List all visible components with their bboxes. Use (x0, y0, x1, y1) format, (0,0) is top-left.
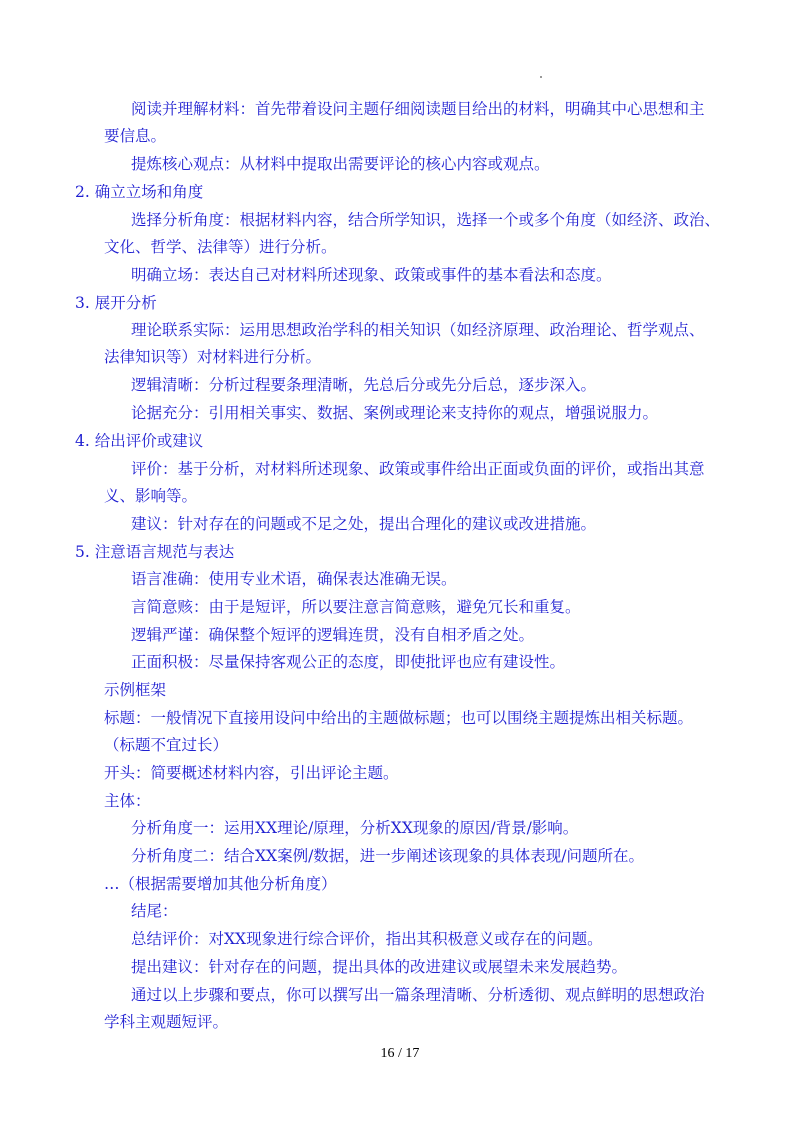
text-line: 要信息。 (104, 127, 167, 145)
text-line: 语言准确：使用专业术语，确保表达准确无误。 (131, 570, 457, 588)
section-heading: 4. 给出评价或建议 (75, 432, 204, 450)
stray-mark (540, 76, 542, 78)
text-line: 文化、哲学、法律等）进行分析。 (104, 238, 337, 256)
text-line: 明确立场：表达自己对材料所述现象、政策或事件的基本看法和态度。 (131, 266, 612, 284)
section-heading: 3. 展开分析 (75, 294, 157, 312)
text-line: 逻辑严谨：确保整个短评的逻辑连贯，没有自相矛盾之处。 (131, 626, 535, 644)
section-heading: 2. 确立立场和角度 (75, 183, 204, 201)
text-line: 提炼核心观点：从材料中提取出需要评论的核心内容或观点。 (131, 155, 550, 173)
text-line: 提出建议：针对存在的问题，提出具体的改进建议或展望未来发展趋势。 (131, 958, 628, 976)
text-line: 理论联系实际：运用思想政治学科的相关知识（如经济原理、政治理论、哲学观点、 (131, 321, 705, 339)
text-line: 总结评价：对XX现象进行综合评价，指出其积极意义或存在的问题。 (131, 930, 603, 948)
text-line: 主体： (104, 792, 151, 810)
text-line: 阅读并理解材料：首先带着设问主题仔细阅读题目给出的材料，明确其中心思想和主 (131, 100, 705, 118)
text-line: …（根据需要增加其他分析角度） (104, 875, 337, 893)
text-line: 言简意赅：由于是短评，所以要注意言简意赅，避免冗长和重复。 (131, 598, 581, 616)
text-line: 逻辑清晰：分析过程要条理清晰，先总后分或先分后总，逐步深入。 (131, 376, 597, 394)
text-line: 分析角度二：结合XX案例/数据，进一步阐述该现象的具体表现/问题所在。 (131, 847, 645, 865)
text-line: 开头：简要概述材料内容，引出评论主题。 (104, 764, 399, 782)
page-number: 16 / 17 (380, 1046, 420, 1061)
text-line: 通过以上步骤和要点，你可以撰写出一篇条理清晰、分析透彻、观点鲜明的思想政治 (131, 986, 705, 1004)
text-line: 评价：基于分析，对材料所述现象、政策或事件给出正面或负面的评价，或指出其意 (131, 460, 705, 478)
section-heading: 5. 注意语言规范与表达 (75, 543, 235, 561)
text-line: 学科主观题短评。 (104, 1013, 229, 1031)
text-line: （标题不宜过长） (104, 736, 229, 754)
section-heading: 示例框架 (104, 681, 167, 699)
text-line: 建议：针对存在的问题或不足之处，提出合理化的建议或改进措施。 (131, 515, 597, 533)
text-line: 标题：一般情况下直接用设问中给出的主题做标题；也可以围绕主题提炼出相关标题。 (104, 709, 694, 727)
text-line: 分析角度一：运用XX理论/原理，分析XX现象的原因/背景/影响。 (131, 819, 579, 837)
text-line: 法律知识等）对材料进行分析。 (104, 348, 322, 366)
text-line: 结尾： (131, 902, 178, 920)
text-line: 正面积极：尽量保持客观公正的态度，即使批评也应有建设性。 (131, 653, 566, 671)
text-line: 论据充分：引用相关事实、数据、案例或理论来支持你的观点，增强说服力。 (131, 404, 659, 422)
text-line: 义、影响等。 (104, 487, 198, 505)
text-line: 选择分析角度：根据材料内容，结合所学知识，选择一个或多个角度（如经济、政治、 (131, 211, 721, 229)
